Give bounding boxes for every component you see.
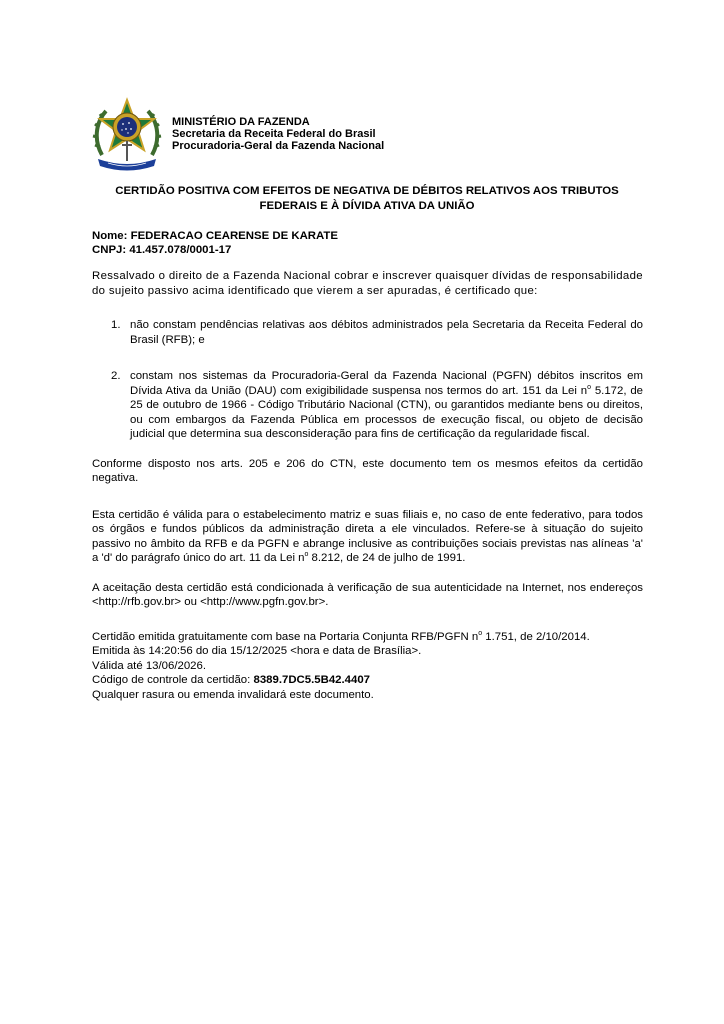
validity-text-part-1: Esta certidão é válida para o estabelecimento matriz e suas filiais e, no caso de ente federativo, para todos os órgãos e fundos públicos da administração direta a ele vinculados. Refere-se à situação do sujeito passivo no âmbito da RFB e da PGFN e abrange inclusive as contribuições sociais previstas nas alíneas 'a' a 'd' do parágrafo único do art. 11 da Lei n (92, 508, 643, 564)
certificate-title-line-2: FEDERAIS E À DÍVIDA ATIVA DA UNIÃO (259, 200, 475, 212)
list-item-text: não constam pendências relativas aos débitos administrados pela Secretaria da Receita Federal do Brasil (RFB); e (130, 319, 643, 346)
brasao-da-republica-icon (92, 97, 162, 171)
acceptance-paragraph: A aceitação desta certidão está condicionada à verificação de sua autenticidade na Internet, nos endereços <http://rfb.gov.br> ou <http://www.pgfn.gov.br>. (92, 581, 643, 608)
list-item-text-part-1: constam nos sistemas da Procuradoria-Geral da Fazenda Nacional (PGFN) débitos inscritos em Dívida Ativa da União (DAU) com exigibilidade suspensa nos termos do art. 151 da Lei n (130, 370, 643, 397)
control-code-value: 8389.7DC5.5B42.4407 (253, 674, 371, 686)
issuance-basis-part-1: Certidão emitida gratuitamente com base na Portaria Conjunta RFB/PGFN n (92, 630, 479, 643)
certificate-body (92, 269, 643, 702)
certificate-title-line-1: CERTIDÃO POSITIVA COM EFEITOS DE NEGATIVA DE DÉBITOS RELATIVOS AOS TRIBUTOS (115, 185, 619, 197)
intro-paragraph: Ressalvado o direito de a Fazenda Nacional cobrar e inscrever quaisquer dívidas de responsabilidade do sujeito passivo acima identificado que vierem a ser apuradas, é certificado que: (92, 270, 643, 297)
ordinal-superscript: o (478, 629, 483, 637)
ordinal-superscript: o (304, 551, 309, 558)
ordinal-superscript: o (587, 383, 591, 391)
issuance-basis (92, 630, 643, 645)
document-header (92, 97, 652, 171)
emission-datetime: Emitida às 14:20:56 do dia 15/12/2025 <hora e data de Brasília>. (92, 645, 422, 657)
ministry-name: MINISTÉRIO DA FAZENDA (172, 116, 310, 128)
secretariat-name: Secretaria da Receita Federal do Brasil (172, 128, 376, 140)
valid-until: Válida até 13/06/2026. (92, 659, 207, 672)
control-code-line (92, 673, 643, 688)
issuance-basis-part-2: 1.751, de 2/10/2014. (482, 630, 590, 643)
issuing-organization (172, 116, 384, 152)
validity-text-part-2: 8.212, de 24 de julho de 1991. (308, 552, 466, 564)
issuance-details (92, 630, 643, 703)
taxpayer-cnpj: CNPJ: 41.457.078/0001-17 (92, 244, 232, 256)
ctn-effects-paragraph: Conforme disposto nos arts. 205 e 206 do CTN, este documento tem os mesmos efeitos da certidão negativa. (92, 457, 643, 484)
list-item-number: 1. (111, 319, 121, 331)
list-item (111, 318, 643, 347)
certificate-title (92, 184, 642, 214)
list-item-text-part-2: 5.172, de 25 de outubro de 1966 - Código Tributário Nacional (CTN), ou garantidos mediante bens ou direitos, ou com embargos da Fazenda Pública em processos de execução fiscal, ou objeto de decisão judicial que determina sua desconsideração para fins de certificação da regularidade fiscal. (130, 384, 643, 440)
list-item-number: 2. (111, 370, 121, 382)
taxpayer-name: Nome: FEDERACAO CEARENSE DE KARATE (92, 230, 338, 242)
tamper-warning: Qualquer rasura ou emenda invalidará este documento. (92, 688, 374, 701)
certification-items (92, 318, 643, 442)
validity-scope-paragraph (92, 508, 643, 566)
control-code-label: Código de controle da certidão: (92, 674, 254, 686)
list-item (111, 369, 643, 442)
taxpayer-identification (92, 229, 338, 257)
procuradoria-name: Procuradoria-Geral da Fazenda Nacional (172, 140, 385, 152)
